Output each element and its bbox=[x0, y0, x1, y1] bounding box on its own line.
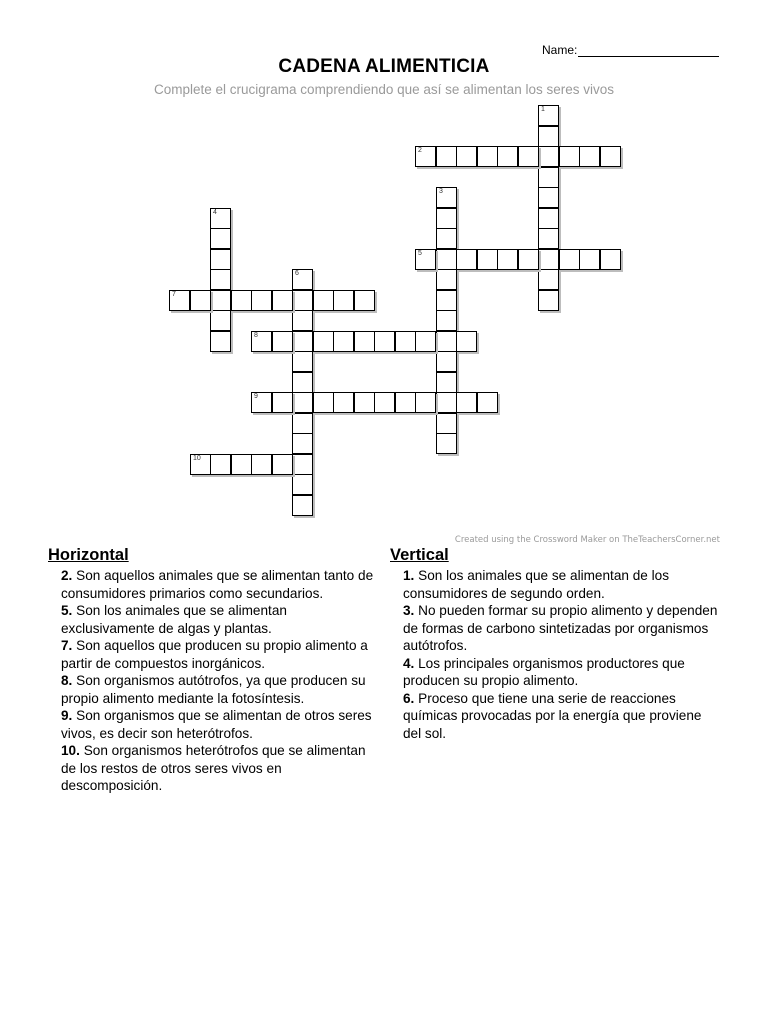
crossword-cell[interactable] bbox=[272, 290, 293, 311]
across-clues bbox=[48, 546, 380, 795]
crossword-cell[interactable] bbox=[272, 392, 293, 413]
cell-number: 8 bbox=[254, 332, 258, 339]
clue-text: No pueden formar su propio alimento y dependen de formas de carbono sintetizadas por organismos autótrofos. bbox=[403, 603, 718, 653]
crossword-cell[interactable] bbox=[313, 290, 334, 311]
clue-down-4 bbox=[403, 655, 720, 690]
crossword-cell[interactable] bbox=[354, 331, 375, 352]
clue-down-1 bbox=[403, 567, 720, 602]
clue-across-2 bbox=[61, 567, 380, 602]
crossword-cell[interactable] bbox=[251, 331, 272, 352]
clue-number: 6. bbox=[403, 690, 415, 706]
crossword-cell[interactable] bbox=[456, 331, 477, 352]
clue-number: 8. bbox=[61, 673, 73, 688]
crossword-cell[interactable] bbox=[538, 187, 559, 208]
clue-number: 9. bbox=[61, 708, 73, 723]
crossword-cell[interactable] bbox=[538, 146, 559, 167]
crossword-cell[interactable] bbox=[518, 249, 539, 270]
clue-across-5 bbox=[61, 602, 380, 637]
crossword-cell[interactable] bbox=[436, 331, 457, 352]
clue-down-3 bbox=[403, 602, 720, 655]
clue-across-9 bbox=[61, 707, 380, 742]
clue-text: Son aquellos que producen su propio alimento a partir de compuestos inorgánicos. bbox=[61, 638, 368, 671]
crossword-cell[interactable] bbox=[436, 310, 457, 331]
crossword-cell[interactable] bbox=[190, 290, 211, 311]
clue-text: Son organismos autótrofos, ya que producen su propio alimento mediante la fotosíntesis. bbox=[61, 673, 366, 706]
crossword-cell[interactable] bbox=[497, 146, 518, 167]
crossword-cell[interactable] bbox=[292, 310, 313, 331]
cell-number: 6 bbox=[295, 270, 299, 277]
clue-number: 2. bbox=[61, 568, 73, 583]
crossword-cell[interactable] bbox=[497, 249, 518, 270]
crossword-cell[interactable] bbox=[436, 372, 457, 393]
crossword-cell[interactable] bbox=[210, 269, 231, 290]
crossword-cell[interactable] bbox=[477, 249, 498, 270]
crossword-cell[interactable] bbox=[231, 454, 252, 475]
crossword-cell[interactable] bbox=[210, 331, 231, 352]
crossword-cell[interactable] bbox=[292, 413, 313, 434]
crossword-cell[interactable] bbox=[333, 392, 354, 413]
crossword-cell[interactable] bbox=[395, 392, 416, 413]
crossword-cell[interactable] bbox=[374, 331, 395, 352]
down-heading: Vertical bbox=[390, 546, 449, 564]
cell-number: 4 bbox=[213, 209, 217, 216]
clue-number: 1. bbox=[403, 568, 415, 583]
crossword-cell[interactable] bbox=[292, 372, 313, 393]
crossword-cell[interactable] bbox=[313, 331, 334, 352]
crossword-cell[interactable] bbox=[518, 146, 539, 167]
crossword-cell[interactable] bbox=[210, 228, 231, 249]
crossword-cell[interactable] bbox=[477, 146, 498, 167]
crossword-cell[interactable] bbox=[579, 249, 600, 270]
clue-number: 5. bbox=[61, 603, 73, 618]
down-clues bbox=[390, 546, 720, 742]
crossword-cell[interactable] bbox=[292, 454, 313, 475]
cell-number: 2 bbox=[418, 147, 422, 154]
clue-across-7 bbox=[61, 637, 380, 672]
crossword-cell[interactable] bbox=[292, 331, 313, 352]
clue-text: Son organismos heterótrofos que se alimentan de los restos de otros seres vivos en descomposición. bbox=[61, 743, 366, 793]
crossword-cell[interactable] bbox=[272, 454, 293, 475]
cell-number: 9 bbox=[254, 393, 258, 400]
crossword-cell[interactable] bbox=[600, 146, 621, 167]
cell-number: 5 bbox=[418, 250, 422, 257]
crossword-cell[interactable] bbox=[292, 433, 313, 454]
crossword-cell[interactable] bbox=[538, 105, 559, 126]
clue-text: Son organismos que se alimentan de otros seres vivos, es decir son heterótrofos. bbox=[61, 708, 372, 741]
clue-text: Los principales organismos productores que producen su propio alimento. bbox=[403, 655, 685, 688]
crossword-cell[interactable] bbox=[292, 351, 313, 372]
crossword-cell[interactable] bbox=[210, 290, 231, 311]
crossword-cell[interactable] bbox=[169, 290, 190, 311]
crossword-cell[interactable] bbox=[231, 290, 252, 311]
crossword-cell[interactable] bbox=[354, 290, 375, 311]
crossword-cell[interactable] bbox=[292, 269, 313, 290]
clue-across-8 bbox=[61, 672, 380, 707]
crossword-cell[interactable] bbox=[559, 249, 580, 270]
crossword-cell[interactable] bbox=[292, 474, 313, 495]
clue-text: Son aquellos animales que se alimentan tanto de consumidores primarios como secundarios. bbox=[61, 568, 374, 601]
crossword-cell[interactable] bbox=[538, 249, 559, 270]
crossword-cell[interactable] bbox=[415, 249, 436, 270]
crossword-cell[interactable] bbox=[538, 126, 559, 147]
crossword-cell[interactable] bbox=[559, 146, 580, 167]
crossword-cell[interactable] bbox=[210, 454, 231, 475]
crossword-cell[interactable] bbox=[415, 392, 436, 413]
crossword-cell[interactable] bbox=[251, 392, 272, 413]
page-subtitle: Complete el crucigrama comprendiendo que así se alimentan los seres vivos bbox=[154, 82, 614, 97]
cell-number: 3 bbox=[439, 188, 443, 195]
crossword-cell[interactable] bbox=[436, 228, 457, 249]
crossword-cell[interactable] bbox=[436, 269, 457, 290]
cell-number: 1 bbox=[541, 106, 545, 113]
crossword-cell[interactable] bbox=[251, 290, 272, 311]
credit-text: Created using the Crossword Maker on TheTeachersCorner.net bbox=[454, 535, 720, 545]
crossword-cell[interactable] bbox=[190, 454, 211, 475]
crossword-cell[interactable] bbox=[477, 392, 498, 413]
cell-number: 7 bbox=[172, 291, 176, 298]
crossword-cell[interactable] bbox=[456, 392, 477, 413]
clue-number: 4. bbox=[403, 655, 415, 671]
crossword-cell[interactable] bbox=[436, 208, 457, 229]
crossword-cell[interactable] bbox=[436, 433, 457, 454]
clue-down-6 bbox=[403, 690, 720, 743]
crossword-cell[interactable] bbox=[538, 228, 559, 249]
crossword-cell[interactable] bbox=[579, 146, 600, 167]
crossword-cell[interactable] bbox=[210, 249, 231, 270]
crossword-cell[interactable] bbox=[538, 290, 559, 311]
crossword-cell[interactable] bbox=[436, 392, 457, 413]
crossword-cell[interactable] bbox=[292, 290, 313, 311]
clue-number: 7. bbox=[61, 638, 73, 653]
crossword-cell[interactable] bbox=[436, 413, 457, 434]
crossword-cell[interactable] bbox=[354, 392, 375, 413]
crossword-cell[interactable] bbox=[456, 249, 477, 270]
crossword-cell[interactable] bbox=[333, 331, 354, 352]
crossword-cell[interactable] bbox=[600, 249, 621, 270]
crossword-cell[interactable] bbox=[210, 310, 231, 331]
crossword-cell[interactable] bbox=[538, 167, 559, 188]
crossword-cell[interactable] bbox=[292, 495, 313, 516]
cell-number: 10 bbox=[193, 455, 201, 462]
crossword-cell[interactable] bbox=[415, 146, 436, 167]
page-title: CADENA ALIMENTICIA bbox=[278, 56, 490, 77]
crossword-cell[interactable] bbox=[538, 208, 559, 229]
crossword-cell[interactable] bbox=[292, 392, 313, 413]
crossword-cell[interactable] bbox=[333, 290, 354, 311]
clue-text: Son los animales que se alimentan de los consumidores de segundo orden. bbox=[403, 568, 670, 601]
crossword-cell[interactable] bbox=[210, 208, 231, 229]
clue-text: Proceso que tiene una serie de reacciones químicas provocadas por la energía que proviene del sol. bbox=[403, 690, 702, 741]
crossword-cell[interactable] bbox=[436, 290, 457, 311]
clue-text: Son los animales que se alimentan exclusivamente de algas y plantas. bbox=[61, 603, 287, 636]
crossword-cell[interactable] bbox=[272, 331, 293, 352]
crossword-cell[interactable] bbox=[436, 187, 457, 208]
crossword-cell[interactable] bbox=[436, 249, 457, 270]
clue-number: 3. bbox=[403, 603, 415, 618]
clue-number: 10. bbox=[61, 743, 80, 758]
clue-across-10 bbox=[61, 742, 380, 795]
across-heading: Horizontal bbox=[48, 546, 129, 564]
crossword-cell[interactable] bbox=[436, 146, 457, 167]
crossword-cell[interactable] bbox=[456, 146, 477, 167]
crossword-cell[interactable] bbox=[436, 351, 457, 372]
crossword-cell[interactable] bbox=[374, 392, 395, 413]
crossword-cell[interactable] bbox=[538, 269, 559, 290]
crossword-cell[interactable] bbox=[415, 331, 436, 352]
name-label: Name: bbox=[542, 43, 578, 57]
crossword-cell[interactable] bbox=[313, 392, 334, 413]
crossword-cell[interactable] bbox=[395, 331, 416, 352]
crossword-cell[interactable] bbox=[251, 454, 272, 475]
